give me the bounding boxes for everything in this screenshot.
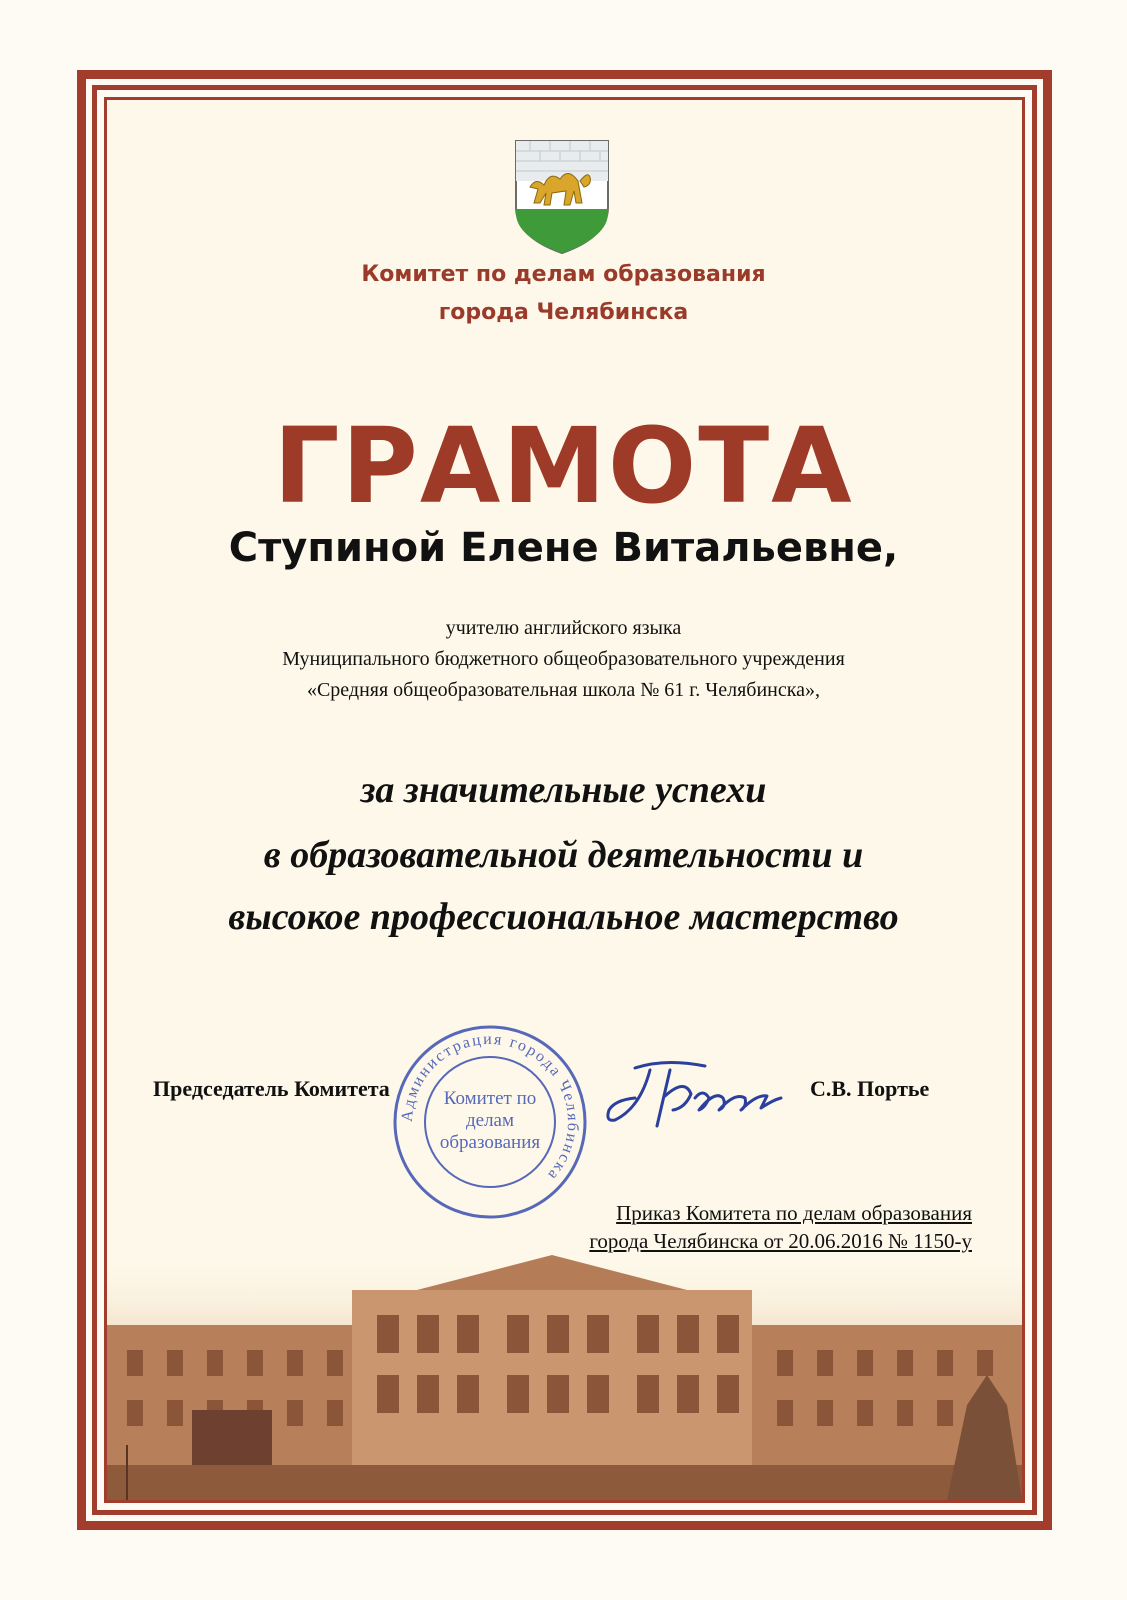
stamp-center-text: Комитет по делам образования: [439, 1088, 541, 1153]
reason-line3: высокое профессиональное мастерство: [228, 896, 899, 938]
order-line2: города Челябинска от 20.06.2016 № 1150-у: [589, 1229, 972, 1253]
coat-of-arms-icon: [510, 137, 614, 257]
organization-line2: города Челябинска: [438, 300, 689, 325]
stamp-ring-text: Администрация города Челябинска: [398, 1030, 582, 1185]
handwritten-signature: [595, 1048, 795, 1138]
order-line1: Приказ Комитета по делам образования: [616, 1201, 972, 1225]
reason-line2: в образовательной деятельности и: [263, 834, 864, 876]
position-line1: учителю английского языка: [445, 617, 682, 639]
reason-line1: за значительные успехи: [360, 769, 767, 811]
organization-line1: Комитет по делам образования: [361, 262, 766, 287]
recipient-name: Ступиной Елене Витальевне,: [228, 525, 899, 571]
official-stamp: [390, 1022, 590, 1222]
signatory-title: Председатель Комитета: [153, 1076, 390, 1101]
signatory-name: С.В. Портье: [810, 1076, 930, 1101]
position-line2: Муниципального бюджетного общеобразовательного учреждения: [282, 648, 845, 670]
position-line3: «Средняя общеобразовательная школа № 61 г. Челябинска»,: [306, 679, 821, 701]
certificate-title: ГРАМОТА: [273, 405, 854, 527]
school-building-image: [107, 1255, 1022, 1500]
